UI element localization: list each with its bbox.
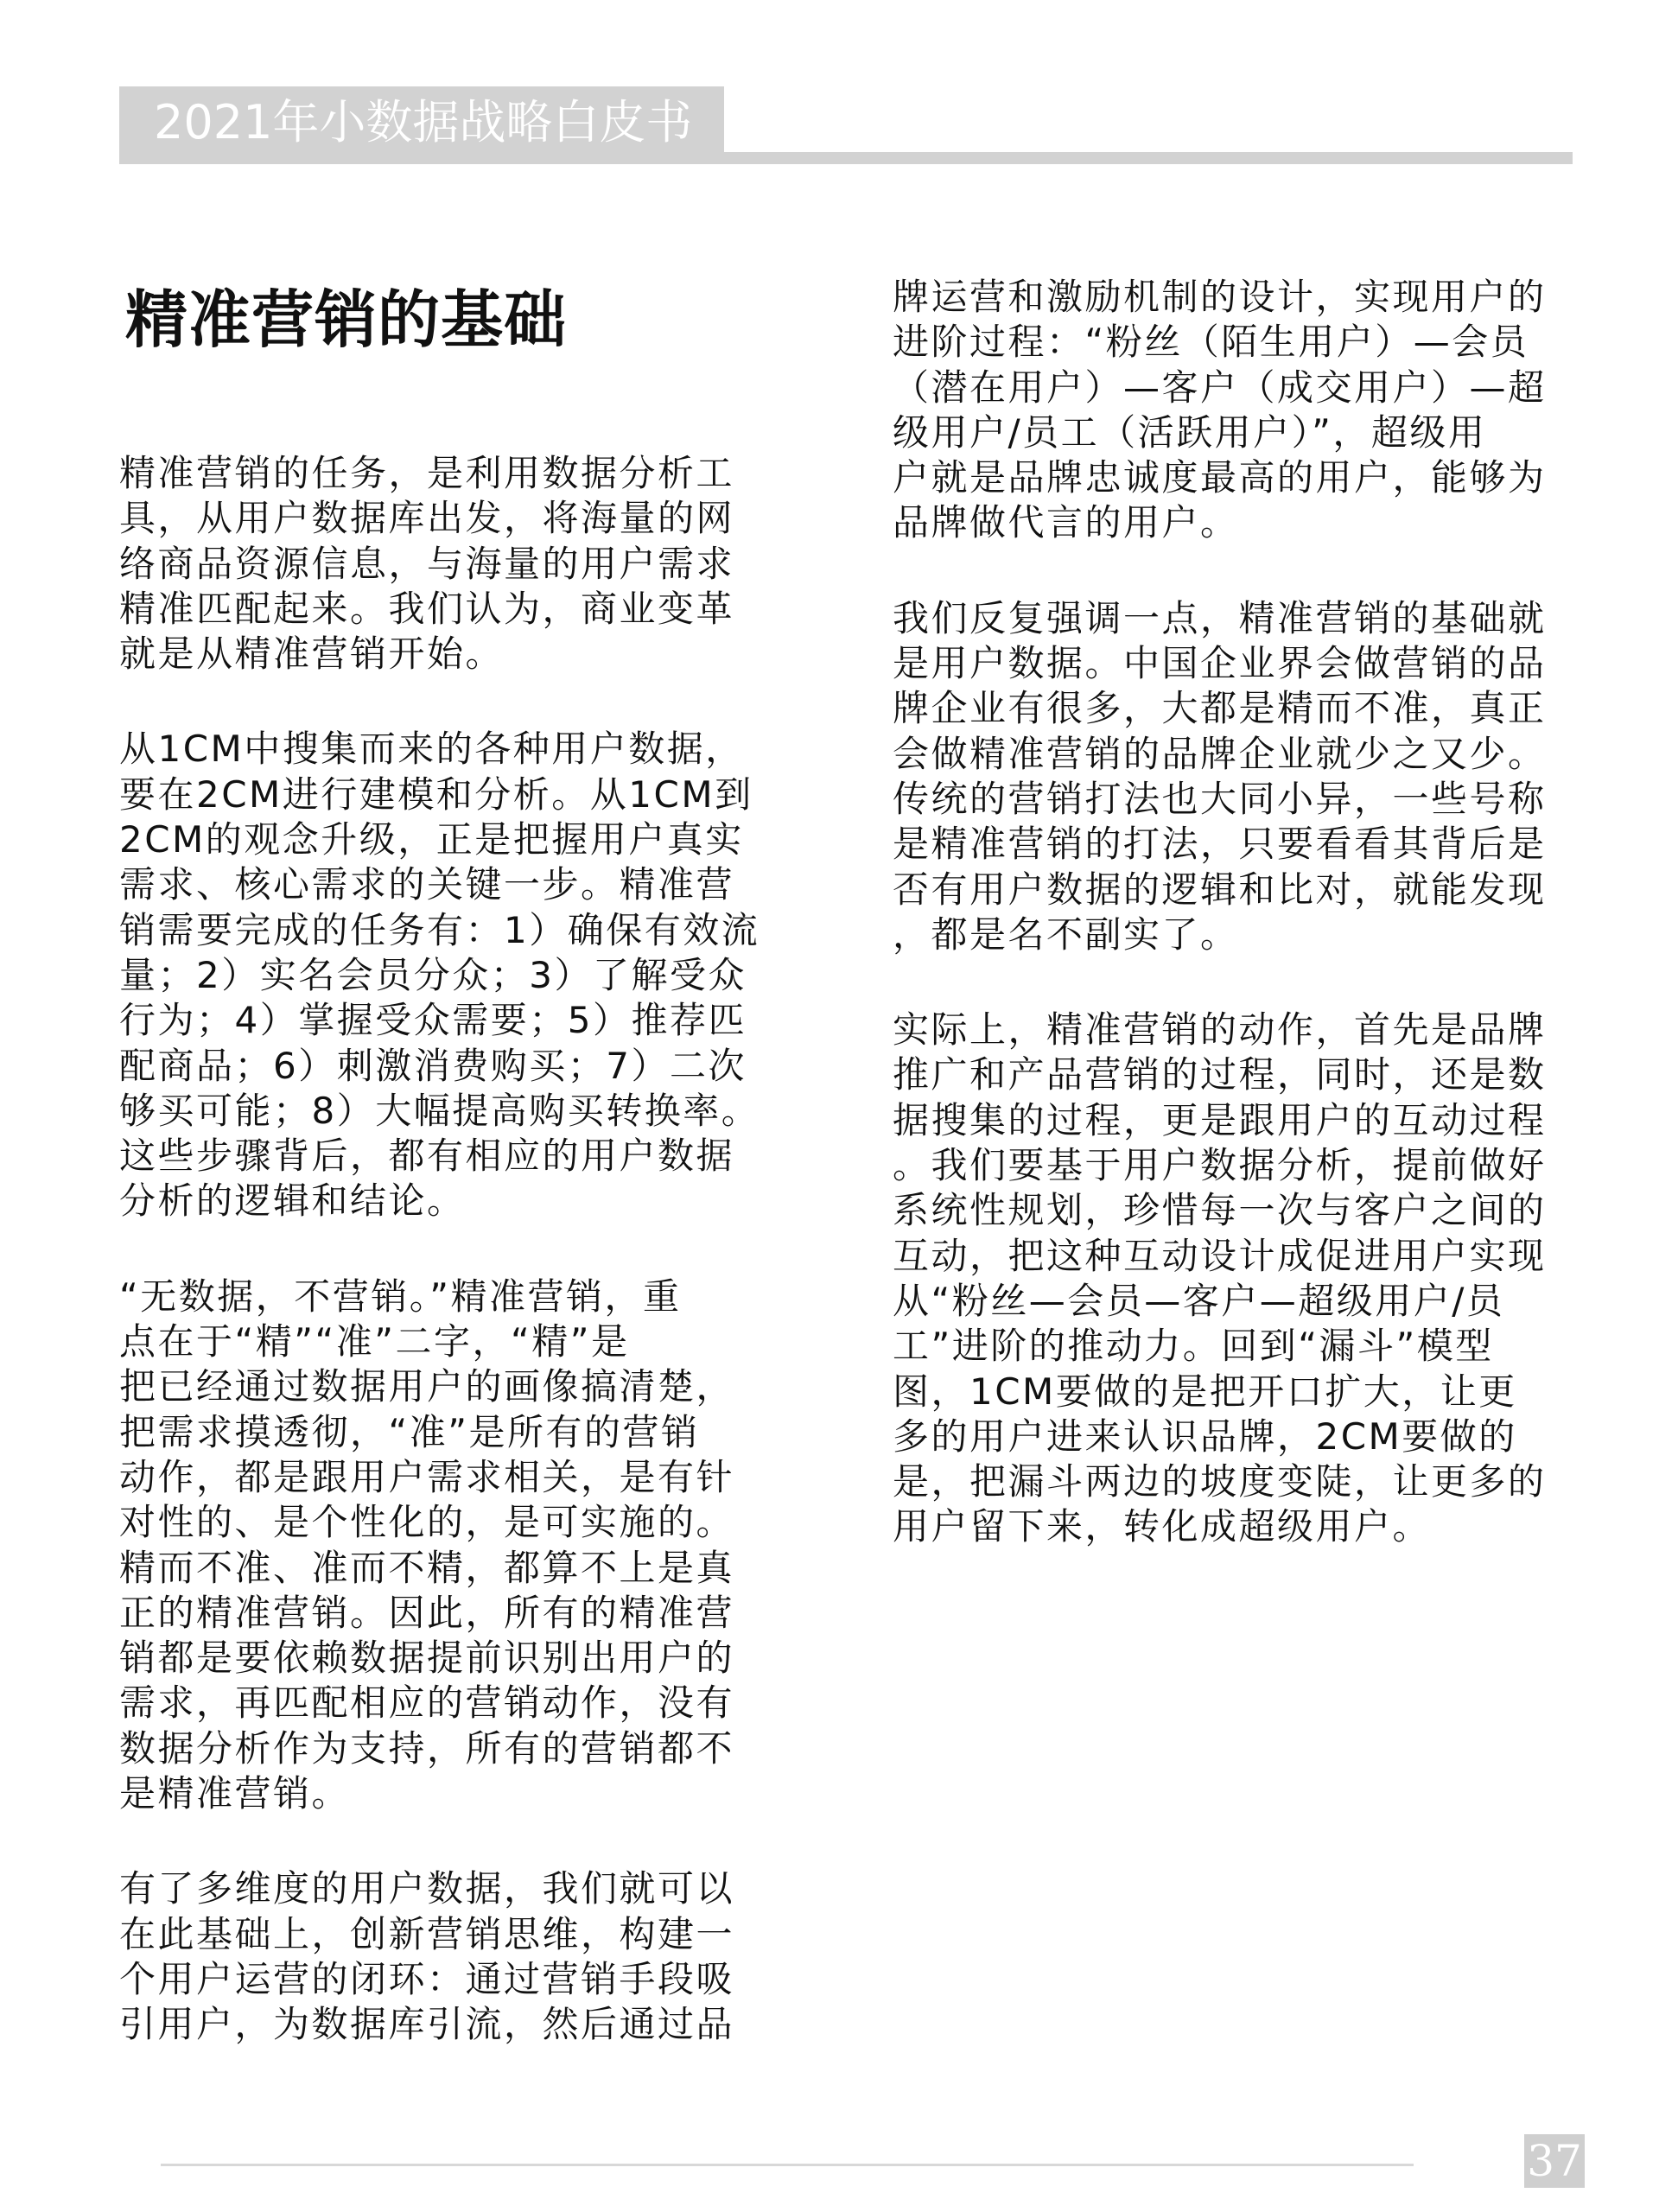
page-number: 37: [1524, 2134, 1585, 2188]
paragraph: 从1CM中搜集而来的各种用户数据， 要在2CM进行建模和分析。从1CM到 2CM的观念升级，正是把握用户真实 需求、核心需求的关键一步。精准营 销需要完成的任务有：1）确保有效流 量；2）实名会员分众；3）了解受众 行为；4）掌握受众需要；5）推荐匹 配商品；6）刺激消费购买；7）二次 够买可能；8）大幅提高购买转换率。 这些步骤背后，都有相应的用户数据 分析的逻辑和结论。: [119, 728, 760, 1223]
paragraph: 我们反复强调一点，精准营销的基础就 是用户数据。中国企业界会做营销的品 牌企业有很多，大都是精而不准，真正 会做精准营销的品牌企业就少之又少。 传统的营销打法也大同小异，一些号称 是精准营销的打法，只要看看其背后是 否有用户数据的逻辑和比对，就能发现 ，都是名不副实了。: [893, 596, 1547, 956]
footer-rule: [161, 2164, 1414, 2166]
header-title: 2021年小数据战略白皮书: [154, 95, 693, 149]
paragraph: 实际上，精准营销的动作，首先是品牌 推广和产品营销的过程，同时，还是数 据搜集的过程，更是跟用户的互动过程 。我们要基于用户数据分析，提前做好 系统性规划，珍惜每一次与客户之间的 互动，把这种互动设计成促进用户实现 从“粉丝—会员—客户—超级用户/员 工”进阶的推动力。回到“漏斗”模型 图，1CM要做的是把开口扩大，让更 多的用户进来认识品牌，2CM要做的 是，把漏斗两边的坡度变陡，让更多的 用户留下来，转化成超级用户。: [893, 1008, 1547, 1548]
paragraph: 有了多维度的用户数据，我们就可以 在此基础上，创新营销思维，构建一 个用户运营的闭环：通过营销手段吸 引用户，为数据库引流，然后通过品: [119, 1867, 735, 2046]
left-column: [119, 451, 817, 2098]
running-header: [119, 86, 1573, 164]
paragraph: 牌运营和激励机制的设计，实现用户的 进阶过程：“粉丝（陌生用户）—会员 （潜在用户）—客户（成交用户）—超 级用户/员工（活跃用户）”，超级用 户就是品牌忠诚度最高的用户，能够为 品牌做代言的用户。: [893, 276, 1547, 544]
right-column: [893, 275, 1591, 1600]
article-headline: 精准营销的基础: [125, 283, 568, 356]
header-rule: [119, 152, 1573, 164]
paragraph: 精准营销的任务，是利用数据分析工 具，从用户数据库出发，将海量的网 络商品资源信息，与海量的用户需求 精准匹配起来。我们认为，商业变革 就是从精准营销开始。: [119, 452, 735, 676]
paragraph: “无数据，不营销。”精准营销，重 点在于“精”“准”二字，“精”是 把已经通过数据用户的画像搞清楚， 把需求摸透彻，“准”是所有的营销 动作，都是跟用户需求相关，是有针 对性的、是个性化的，是可实施的。 精而不准、准而不精，都算不上是真 正的精准营销。因此，所有的精准营 销都是要依赖数据提前识别出用户的 需求，再匹配相应的营销动作，没有 数据分析作为支持，所有的营销都不 是精准营销。: [119, 1274, 735, 1815]
